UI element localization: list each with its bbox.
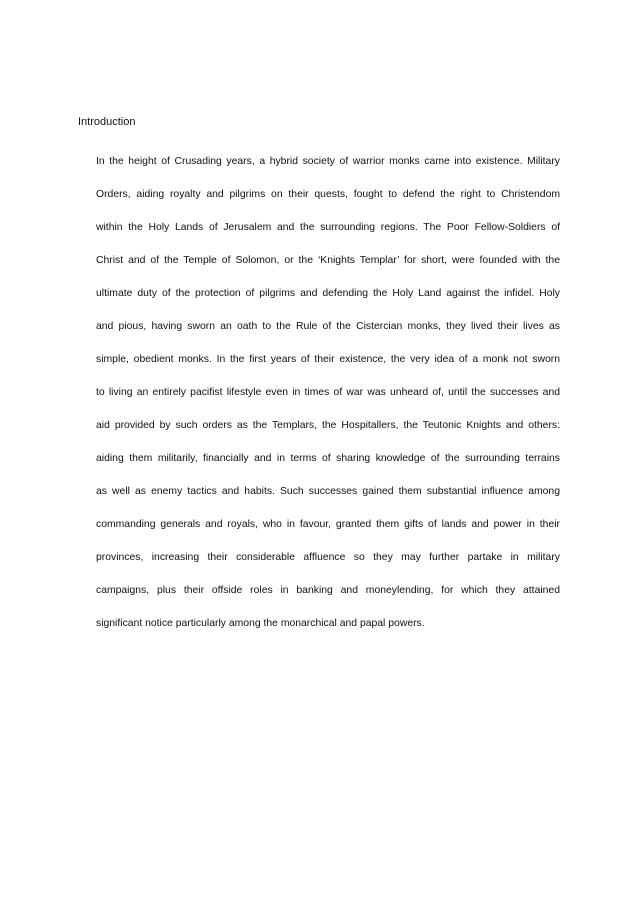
paragraph-line: and pious, having sworn an oath to the Rule of the Cistercian monks, they lived their lives as [96, 321, 560, 332]
paragraph-line: aiding them militarily, financially and in terms of sharing knowledge of the surrounding terrains [96, 453, 560, 464]
paragraph-line: within the Holy Lands of Jerusalem and the surrounding regions. The Poor Fellow-Soldiers of [96, 222, 560, 233]
paragraph-line: Orders, aiding royalty and pilgrims on their quests, fought to defend the right to Christendom [96, 189, 560, 200]
paragraph-line: In the height of Crusading years, a hybrid society of warrior monks came into existence. Military [96, 156, 560, 167]
paragraph-line: Christ and of the Temple of Solomon, or the ‘Knights Templar’ for short, were founded with the [96, 255, 560, 266]
paragraph-line: commanding generals and royals, who in favour, granted them gifts of lands and power in their [96, 519, 560, 530]
paragraph-line: provinces, increasing their considerable affluence so they may further partake in military [96, 552, 560, 563]
paragraph-line: simple, obedient monks. In the first years of their existence, the very idea of a monk not sworn [96, 354, 560, 365]
paragraph-line: campaigns, plus their offside roles in banking and moneylending, for which they attained [96, 585, 560, 596]
paragraph-line: to living an entirely pacifist lifestyle even in times of war was unheard of, until the successes and [96, 387, 560, 398]
section-heading: Introduction [78, 116, 136, 128]
paragraph-line: aid provided by such orders as the Templars, the Hospitallers, the Teutonic Knights and others: [96, 420, 560, 431]
paragraph-line: significant notice particularly among the monarchical and papal powers. [96, 618, 425, 629]
paragraph-line: as well as enemy tactics and habits. Such successes gained them substantial influence among [96, 486, 560, 497]
paragraph-line: ultimate duty of the protection of pilgrims and defending the Holy Land against the infidel. Holy [96, 288, 560, 299]
